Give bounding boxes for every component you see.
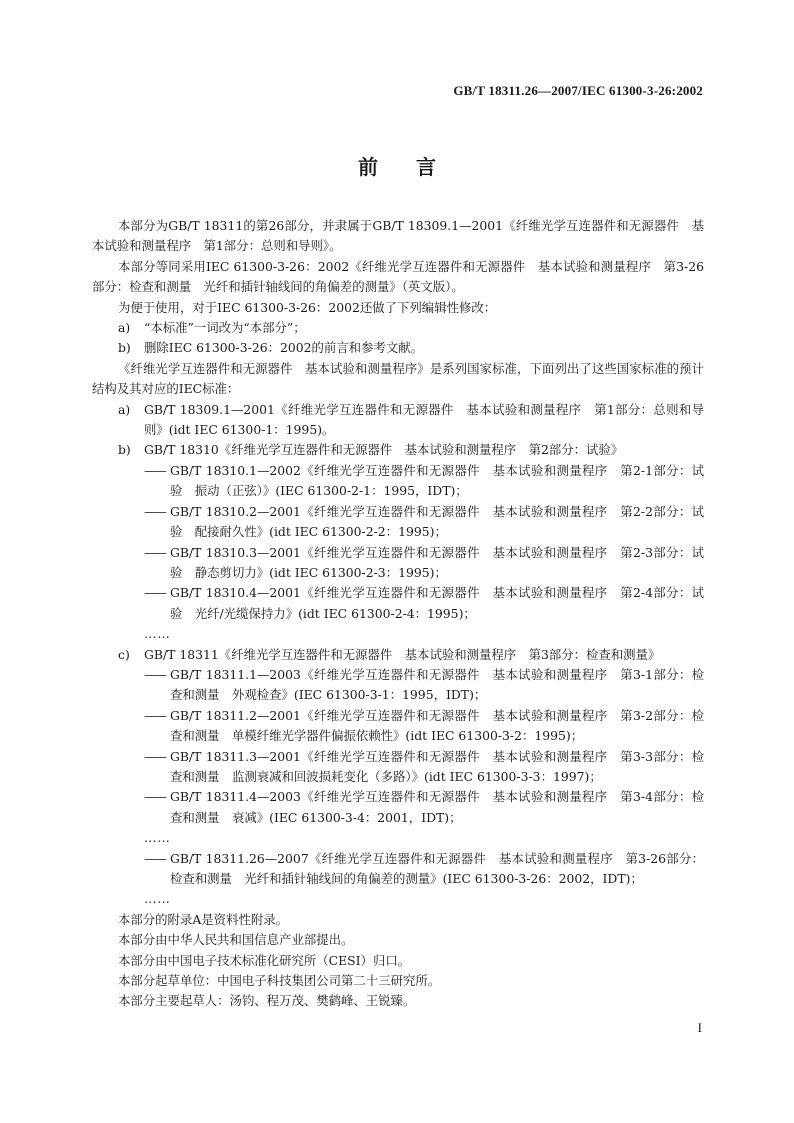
intro-paragraph: 为便于使用，对于IEC 61300-3-26：2002还做了下列编辑性修改： <box>118 299 497 315</box>
edit-item <box>92 338 704 358</box>
series-item-text: GB/T 18309.1—2001《纤维光学互连器件和无源器件 基本试验和测量程序 第1部分：总则和导则》(idt IEC 61300-1：1995)。 <box>144 401 704 438</box>
dash-marker: —— <box>144 666 165 682</box>
dash-marker: —— <box>144 503 165 519</box>
sub-standard-item-current <box>92 849 704 890</box>
sub-standard-item <box>92 787 704 828</box>
series-item-label: a) <box>118 401 131 417</box>
dash-marker: —— <box>144 462 165 478</box>
dash-marker: —— <box>144 544 165 560</box>
sub-standard-item <box>92 502 704 543</box>
sub-standard-text: GB/T 18311.4—2003《纤维光学互连器件和无源器件 基本试验和测量程序 第3-4部分：检查和测量 衰减》(IEC 61300-3-4：2001，IDT)； <box>170 789 704 825</box>
sub-standard-text: GB/T 18311.1—2003《纤维光学互连器件和无源器件 基本试验和测量程序 第3-1部分：检查和测量 外观检查》(IEC 61300-3-1：1995，IDT)； <box>170 666 704 703</box>
closing-paragraph: 本部分由中国电子技术标准化研究所（CESI）归口。 <box>118 952 411 968</box>
document-code: GB/T 18311.26—2007/IEC 61300-3-26:2002 <box>453 83 703 98</box>
ellipsis: …… <box>144 626 171 642</box>
series-item-label: b) <box>118 442 131 458</box>
ellipsis: …… <box>144 891 171 907</box>
series-item-label: c) <box>118 646 130 662</box>
page-title: 前言 <box>358 155 474 179</box>
page-number: I <box>697 1020 702 1035</box>
closing-paragraph: 本部分的附录A是资料性附录。 <box>118 911 289 927</box>
series-item <box>92 440 704 460</box>
sub-standard-item <box>92 543 704 584</box>
series-item-text: GB/T 18311《纤维光学互连器件和无源器件 基本试验和测量程序 第3部分：检查和测量》 <box>144 646 661 662</box>
dash-marker: —— <box>144 585 165 601</box>
series-item-text: GB/T 18310《纤维光学互连器件和无源器件 基本试验和测量程序 第2部分：试验》 <box>144 442 624 458</box>
edit-item <box>92 318 704 338</box>
closing-paragraph: 本部分主要起草人：汤钧、程万茂、樊鹤峰、王锐臻。 <box>118 993 416 1009</box>
sub-standard-text: GB/T 18311.3—2001《纤维光学互连器件和无源器件 基本试验和测量程序 第3-3部分：检查和测量 监测衰减和回波损耗变化（多路）》(idt IEC 61300-3-3：1997)； <box>170 748 704 784</box>
sub-standard-text: GB/T 18311.2—2001《纤维光学互连器件和无源器件 基本试验和测量程序 第3-2部分：检查和测量 单模纤维光学器件偏振依赖性》(idt IEC 61300-3-2：1995)； <box>170 707 704 744</box>
sub-standard-item <box>92 461 704 502</box>
sub-standard-text: GB/T 18310.3—2001《纤维光学互连器件和无源器件 基本试验和测量程序 第2-3部分：试验 静态剪切力》(idt IEC 61300-2-3：1995)； <box>170 544 704 580</box>
series-item <box>92 645 704 665</box>
sub-standard-item <box>92 706 704 747</box>
series-intro-paragraph: 《纤维光学互连器件和无源器件 基本试验和测量程序》是系列国家标准，下面列出了这些国家标准的预计结构及其对应的IEC标准： <box>92 360 704 397</box>
edit-item-label: a) <box>118 320 131 336</box>
dash-marker: —— <box>144 789 165 805</box>
intro-paragraph: 本部分等同采用IEC 61300-3-26：2002《纤维光学互连器件和无源器件 基本试验和测量程序 第3-26部分：检查和测量 光纤和插针轴线间的角偏差的测量》（英文版）。 <box>92 258 704 295</box>
closing-paragraph: 本部分由中华人民共和国信息产业部提出。 <box>118 932 354 948</box>
sub-standard-item <box>92 747 704 788</box>
dash-marker: —— <box>144 850 165 866</box>
sub-standard-text: GB/T 18310.4—2001《纤维光学互连器件和无源器件 基本试验和测量程序 第2-4部分：试验 光纤/光缆保持力》(idt IEC 61300-2-4：1995)； <box>170 585 704 621</box>
ellipsis: …… <box>144 830 171 846</box>
sub-standard-item <box>92 583 704 624</box>
series-item <box>92 400 704 441</box>
closing-paragraph: 本部分起草单位：中国电子科技集团公司第二十三研究所。 <box>118 973 441 989</box>
edit-item-text: 删除IEC 61300-3-26：2002的前言和参考文献。 <box>144 340 424 356</box>
sub-standard-text: GB/T 18310.1—2002《纤维光学互连器件和无源器件 基本试验和测量程序 第2-1部分：试验 振动（正弦）》(IEC 61300-2-1：1995，IDT)； <box>170 462 704 499</box>
intro-paragraph: 本部分为GB/T 18311的第26部分，并隶属于GB/T 18309.1—2001《纤维光学互连器件和无源器件 基本试验和测量程序 第1部分：总则和导则》。 <box>92 218 704 254</box>
dash-marker: —— <box>144 748 165 764</box>
edit-item-label: b) <box>118 340 131 356</box>
foreword-body <box>92 216 704 1012</box>
sub-standard-item <box>92 665 704 706</box>
sub-standard-text: GB/T 18311.26—2007《纤维光学互连器件和无源器件 基本试验和测量程序 第3-26部分：检查和测量 光纤和插针轴线间的角偏差的测量》(IEC 61300-3-26：2002，IDT)； <box>170 850 704 886</box>
edit-item-text: “本标准”一词改为“本部分”； <box>144 320 306 336</box>
dash-marker: —— <box>144 707 165 723</box>
sub-standard-text: GB/T 18310.2—2001《纤维光学互连器件和无源器件 基本试验和测量程序 第2-2部分：试验 配接耐久性》(idt IEC 61300-2-2：1995)； <box>170 503 704 540</box>
